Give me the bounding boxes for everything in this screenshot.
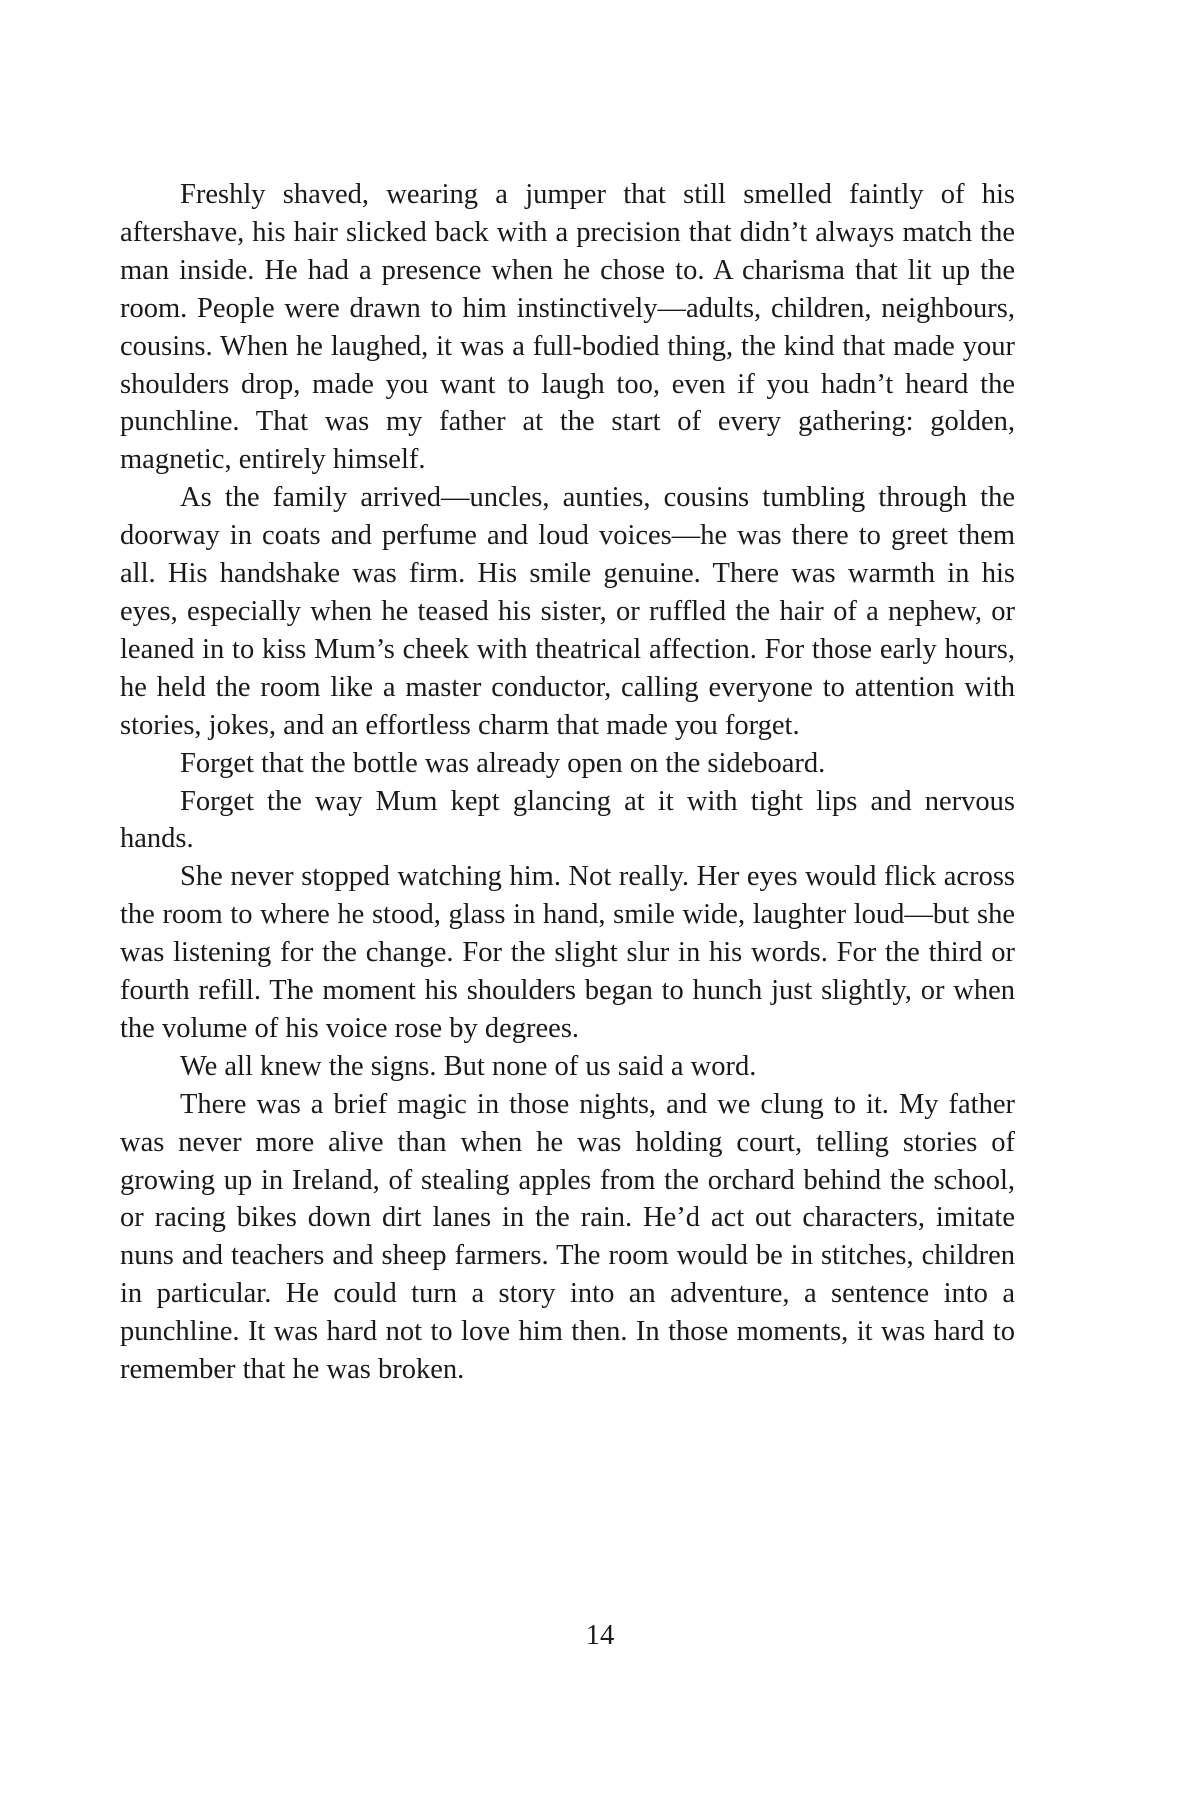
paragraph: Freshly shaved, wearing a jumper that still smelled faintly of his aftershave, his hair slicked back with a precision that didn’t always match the man inside. He had a presence when he chose to. A charisma that lit up the room. People were drawn to him instinctively—adults, children, neighbours, cousins. When he laughed, it was a full-bodied thing, the kind that made your shoulders drop, made you want to laugh too, even if you hadn’t heard the punchline. That was my father at the start of every gathering: golden, magnetic, entirely himself.: [120, 179, 1015, 476]
paragraph: As the family arrived—uncles, aunties, cousins tumbling through the doorway in coats and perfume and loud voices—he was there to greet them all. His handshake was firm. His smile genuine. There was warmth in his eyes, especially when he teased his sister, or ruffled the hair of a nephew, or leaned in to kiss Mum’s cheek with theatrical affection. For those early hours, he held the room like a master conductor, calling everyone to attention with stories, jokes, and an effortless charm that made you forget.: [120, 482, 1015, 741]
paragraph: Forget that the bottle was already open on the sideboard.: [180, 747, 826, 779]
paragraph: She never stopped watching him. Not really. Her eyes would flick across the room to where he stood, glass in hand, smile wide, laughter loud—but she was listening for the change. For the slight slur in his words. For the third or fourth refill. The moment his shoulders began to hunch just slightly, or when the volume of his voice rose by degrees.: [120, 861, 1015, 1044]
body-text: [120, 176, 1015, 1389]
paragraph: We all knew the signs. But none of us said a word.: [180, 1050, 757, 1082]
paragraph: There was a brief magic in those nights, and we clung to it. My father was never more alive than when he was holding court, telling stories of growing up in Ireland, of stealing apples from the orchard behind the school, or racing bikes down dirt lanes in the rain. He’d act out characters, imitate nuns and teachers and sheep farmers. The room would be in stitches, children in particular. He could turn a story into an adventure, a sentence into a punchline. It was hard not to love him then. In those moments, it was hard to remember that he was broken.: [120, 1088, 1015, 1386]
paragraph: Forget the way Mum kept glancing at it with tight lips and nervous hands.: [120, 785, 1015, 855]
page-number: 14: [585, 1620, 615, 1651]
